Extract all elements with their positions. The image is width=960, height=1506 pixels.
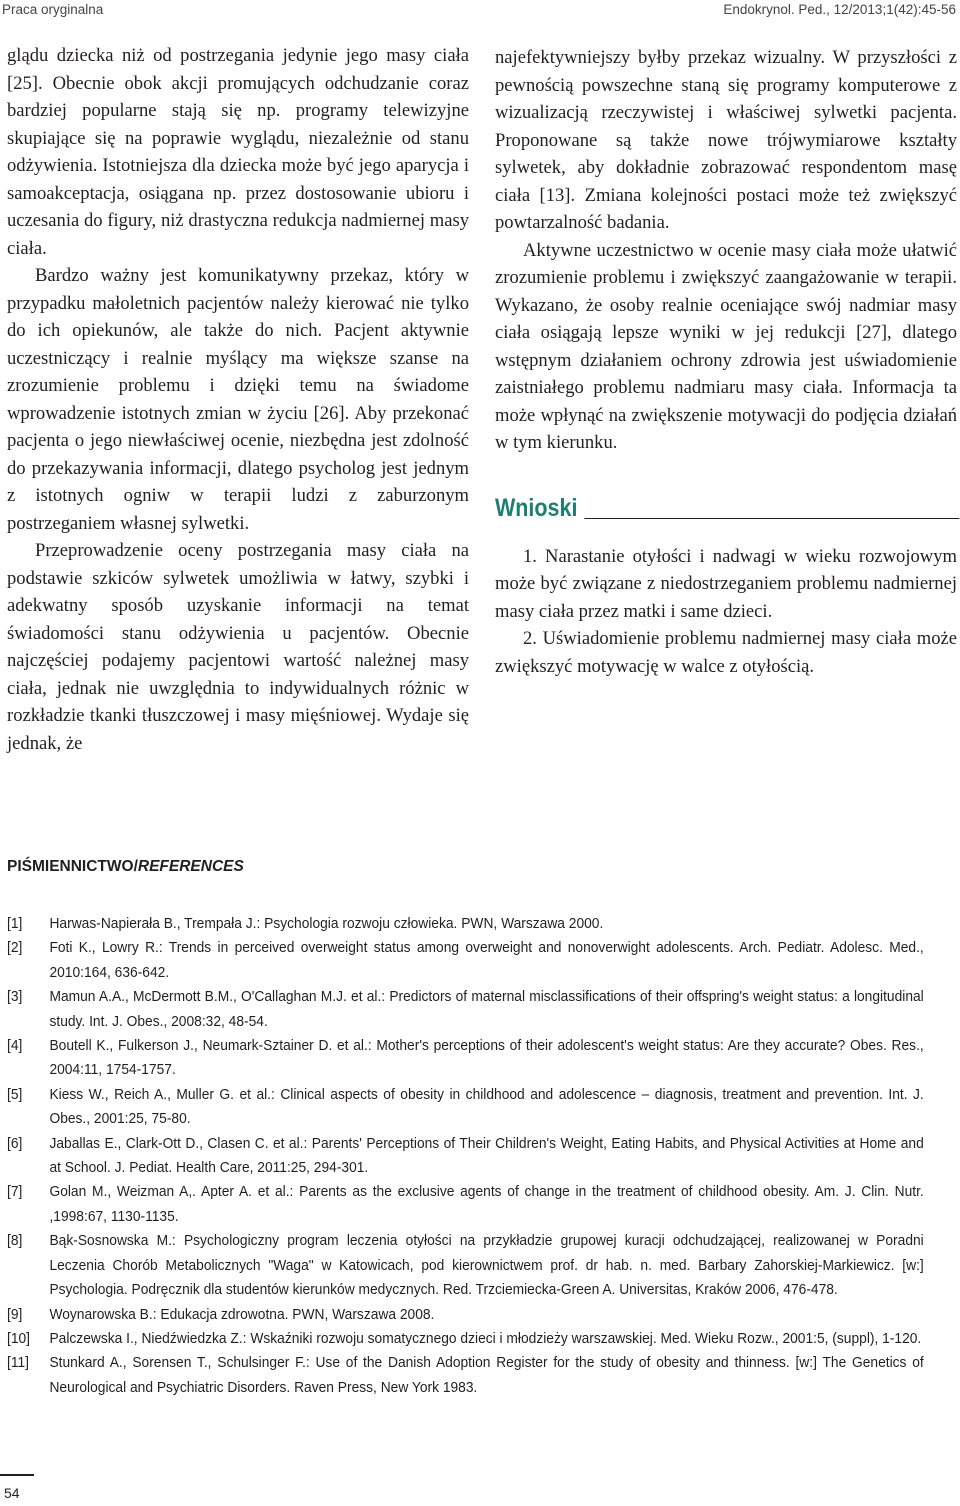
reference-number: [2] [7,940,23,957]
reference-text: Palczewska I., Niedźwiedzka Z.: Wskaźniki rozwoju somatycznego dzieci i młodzieży warszawskiej. Med. Wieku Rozw., 2001:5, (suppl), 1-120. [49,1330,922,1347]
reference-text: Woynarowska B.: Edukacja zdrowotna. PWN, Warszawa 2008. [49,1306,435,1323]
reference-text: Bąk-Sosnowska M.: Psychologiczny program leczenia otyłości na przykładzie grupowej kuracji odchudzającej, realizowanej w Poradni Leczenia Chorób Metabolicznych "Waga" w Katowicach, pod kierownictwem prof. dr hab. n. med. Barbary Zahorskiej-Markiewicz. [w:] Psychologia. Podręcznik dla studentów kierunków medycznych. Red. Trzciemiecka-Green A. Universitas, Kraków 2006, 476-478. [49,1233,924,1299]
reference-text: Golan M., Weizman A,. Apter A. et al.: Parents as the exclusive agents of change in the treatment of childhood obesity. Am. J. Clin. Nutr. ,1998:67, 1130-1135. [49,1184,924,1225]
reference-item [7,1034,924,1083]
reference-number: [6] [7,1135,23,1152]
reference-number: [8] [7,1233,23,1250]
reference-item [7,1180,924,1229]
reference-number: [7] [7,1184,23,1201]
reference-text: Mamun A.A., McDermott B.M., O'Callaghan M.J. et al.: Predictors of maternal misclassifications of their offspring's weight status: a longitudinal study. Int. J. Obes., 2008:32, 48-54. [49,989,924,1030]
reference-item [7,1083,924,1132]
body-paragraph: glądu dziecka niż od postrzegania jedynie jego masy ciała [25]. Obecnie obok akcji promujących odchudzanie coraz bardziej popularne stają się np. programy telewizyjne skupiające się na poprawie wyglądu, niezależnie od stanu odżywienia. Istotniejsza dla dziecka może być jego aparycja i samoakceptacja, osiągana np. przez dostosowanie ubioru i uczesania do figury, niż drastyczna redukcja nadmiernej masy ciała. [7,45,469,259]
reference-number: [5] [7,1086,23,1103]
reference-number: [4] [7,1038,23,1055]
references-heading-pl: PIŚMIENNICTWO/ [7,858,138,875]
left-column [7,42,469,757]
reference-text: Foti K., Lowry R.: Trends in perceived overweight status among overweight and nonoverwight adolescents. Arch. Pediatr. Adolesc. Med., 2010:164, 636-642. [49,940,924,981]
reference-item [7,912,924,936]
reference-text: Boutell K., Fulkerson J., Neumark-Sztainer D. et al.: Mother's perceptions of their adolescent's weight status: Are they accurate? Obes. Res., 2004:11, 1754-1757. [49,1038,924,1079]
reference-number: [3] [7,989,23,1006]
header-section-label: Praca oryginalna [2,2,104,17]
reference-text: Kiess W., Reich A., Muller G. et al.: Clinical aspects of obesity in childhood and adolescence – diagnosis, treatment and prevention. Int. J. Obes., 2001:25, 75-80. [49,1086,924,1128]
reference-item [7,1229,924,1302]
references-heading [7,858,244,876]
reference-item [7,985,924,1034]
page-number: 54 [4,1485,20,1501]
references-list [7,912,924,1400]
body-paragraph: Aktywne uczestnictwo w ocenie masy ciała może ułatwić zrozumienie problemu i zwiększyć zaangażowanie w terapii. Wykazano, że osoby realnie oceniające swój nadmiar masy ciała osiągają lepsze wyniki w jej redukcji [27], dlatego wstępnym działaniem ochrony zdrowia jest uświadomienie zaistniałego problemu nadmiaru masy ciała. Informacja ta może wpłynąć na zwiększenie motywacji do podjęcia działań w tym kierunku. [495,239,957,453]
reference-item [7,936,924,985]
reference-number: [1] [7,916,23,932]
section-title: Wnioski [495,493,578,522]
reference-text: Stunkard A., Sorensen T., Schulsinger F.: Use of the Danish Adoption Register for the study of obesity and thinness. [w:] The Genetics of Neurological and Psychiatric Disorders. Raven Press, New York 1983. [49,1355,924,1396]
header-journal-citation: Endokrynol. Ped., 12/2013;1(42):45-56 [723,2,956,17]
references-heading-en: REFERENCES [137,858,244,875]
body-paragraph: Przeprowadzenie oceny postrzegania masy ciała na podstawie szkiców sylwetek umożliwia w łatwy, szybki i adekwatny sposób uzyskanie informacji na temat świadomości stanu odżywienia u pacjentów. Obecnie najczęściej podajemy pacjentowi wartość należnej masy ciała, jednak nie uwzględnia to indywidualnych różnic w rozkładzie tkanki tłuszczowej i masy mięśniowej. Wydaje się jednak, że [7,540,469,754]
body-paragraph: Bardzo ważny jest komunikatywny przekaz, który w przypadku małoletnich pacjentów należy kierować nie tylko do ich opiekunów, ale także do nich. Pacjent aktywnie uczestniczący i realnie myślący ma większe szanse na zrozumienie problemu i dzięki temu na świadome wprowadzenie istotnych zmian w życiu [26]. Aby przekonać pacjenta o jego niewłaściwej ocenie, niezbędna jest zdolność do przekazywania informacji, dlatego psycholog jest jednym z istotnych ogniw w terapii ludzi z zaburzonym postrzeganiem własnej sylwetki. [7,265,469,534]
page-number-rule [0,1474,34,1476]
body-paragraph: najefektywniejszy byłby przekaz wizualny. W przyszłości z pewnością powszechne staną się programy komputerowe z wizualizacją rzeczywistej i właściwej sylwetki pacjenta. Proponowane są także nowe trójwymiarowe kształty sylwetek, aby dokładnie zobrazować respondentom masę ciała [13]. Zmiana kolejności postaci może też zwiększyć powtarzalność badania. [495,47,957,233]
reference-item [7,1303,924,1327]
section-heading-conclusions [495,493,959,523]
right-column [495,44,957,680]
reference-text: Jaballas E., Clark-Ott D., Clasen C. et al.: Parents' Perceptions of Their Children's Weight, Eating Habits, and Physical Activities at Home and at School. J. Pediat. Health Care, 2011:25, 294-301. [49,1135,924,1177]
conclusion-item: 2. Uświadomienie problemu nadmiernej masy ciała może zwiększyć motywację w walce z otyłością. [495,628,957,677]
running-header [2,2,956,20]
reference-item [7,1351,924,1400]
reference-item [7,1132,924,1181]
reference-item [7,1327,924,1351]
conclusion-item: 1. Narastanie otyłości i nadwagi w wieku rozwojowym może być związane z niedostrzeganiem problemu nadmiernej masy ciała przez matki i same dzieci. [495,545,957,622]
reference-number: [11] [7,1355,29,1372]
reference-number: [10] [7,1330,31,1347]
section-rule [584,518,959,519]
reference-number: [9] [7,1306,23,1323]
reference-text: Harwas-Napierała B., Trempała J.: Psychologia rozwoju człowieka. PWN, Warszawa 2000. [49,916,604,932]
